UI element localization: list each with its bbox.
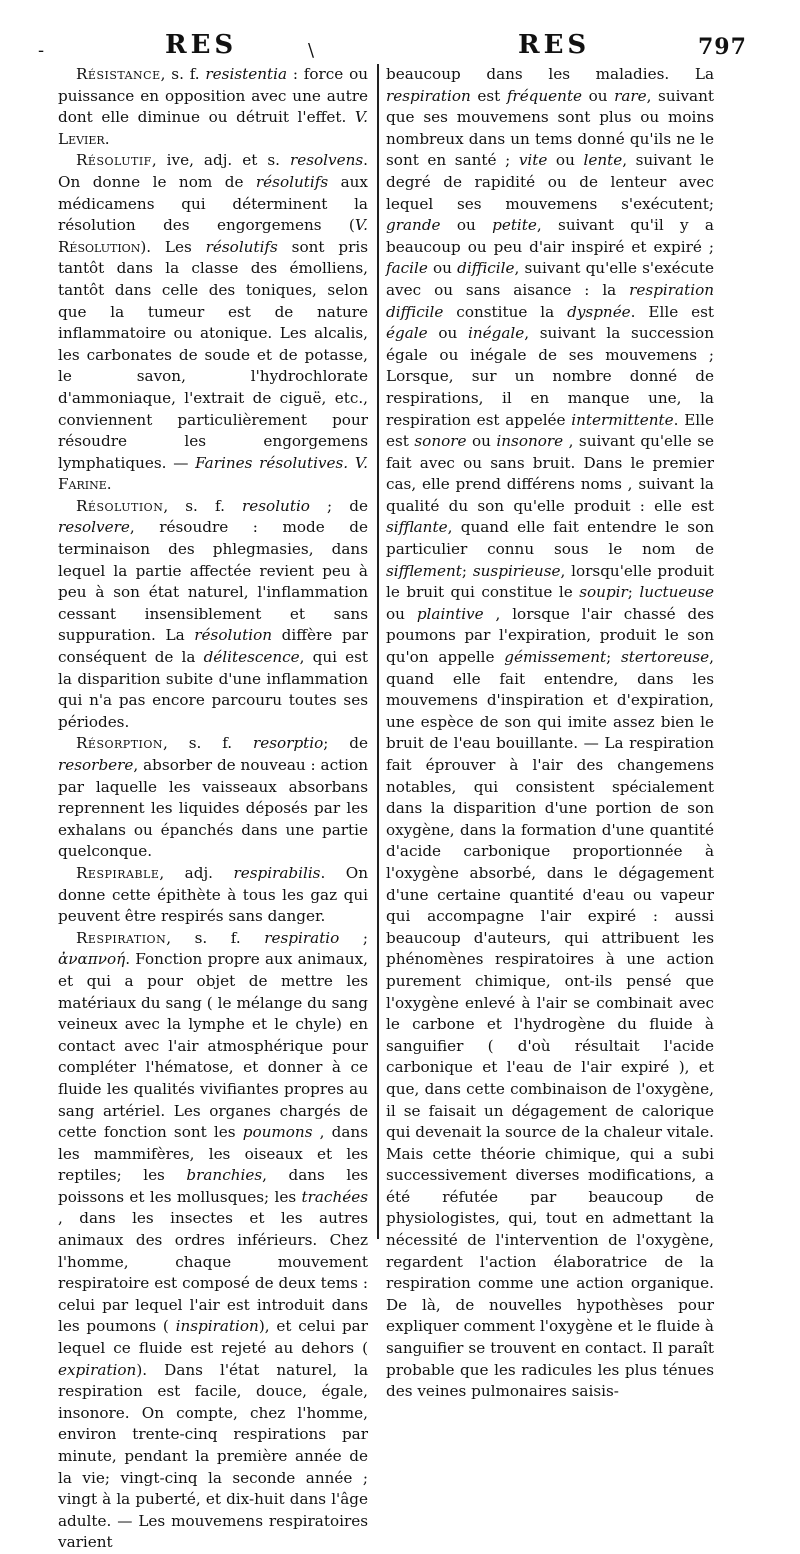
text-run: constitue la [443, 302, 568, 321]
text-run: , lorsque l'air chassé des poumons par l'expiration, produit le son qu'on appelle [386, 604, 714, 667]
italic-term: dyspnée [567, 302, 631, 321]
italic-term: respiration [386, 86, 471, 105]
italic-term: intermittente [571, 410, 674, 429]
text-run: ; [461, 561, 473, 580]
text-run: ou [466, 432, 497, 451]
text-run: ou [427, 259, 458, 278]
italic-term: plaintive [416, 604, 484, 623]
text-run: aux médicamens qui déterminent la résolution des engorgemens ( [58, 172, 369, 235]
text-run: , suivant le degré de rapidité ou de lenteur avec lequel ses mouvemens s'exécutent; [386, 151, 714, 213]
italic-term: lente [583, 151, 623, 170]
italic-term: rare [614, 86, 647, 105]
italic-term: resolutio [242, 496, 310, 515]
entry-headword: Résolutif [76, 151, 152, 170]
italic-term: trachées [301, 1187, 368, 1206]
text-run: beaucoup dans les maladies. La [386, 65, 714, 83]
running-head-right: RES [518, 30, 591, 60]
italic-term: sifflement [386, 561, 462, 580]
margin-mark-icon: - [38, 40, 45, 61]
text-run: ou [547, 151, 584, 170]
cross-reference: Levier [58, 129, 105, 148]
italic-term: resistentia [205, 65, 288, 83]
column-divider [377, 64, 379, 1239]
text-run: . Fonction propre aux animaux, et qui a pour objet de mettre les matériaux du sang ( le mélange du sang veineux avec la lymphe et le chyle) en contact avec l'air atmosphérique pour compléter l'hématose, et donner à ce fluide les qualités vivifiantes propres au sang artériel. Les organes chargés de cette fonction sont les [58, 950, 368, 1142]
text-run: , suivant que ses mouvemens sont plus ou moins nombreux dans un tems donné qu'ils ne le sont en santé ; [386, 86, 714, 170]
text-run: , s. f. [163, 734, 254, 753]
italic-term: inspiration [175, 1317, 259, 1336]
left-column [58, 64, 369, 1552]
text-run: , suivant qu'elle s'exécute avec ou sans aisance : la [386, 259, 714, 299]
italic-term: fréquente [506, 86, 583, 105]
text-run: , absorber de nouveau : action par laquelle les vaisseaux absorbans reprennent les liquides déposés par les exhalans ou épanchés dans une partie quelconque. [58, 756, 368, 861]
right-column [386, 64, 715, 1401]
text-run: , dans les mammifères, les oiseaux et les reptiles; les [58, 1123, 368, 1185]
italic-term: sonore [414, 432, 467, 451]
dictionary-entry [58, 733, 368, 863]
text-run: ou [386, 604, 417, 623]
italic-term: V. [354, 216, 368, 235]
text-run: , lorsqu'elle produit le bruit qui constitue le [386, 561, 715, 602]
italic-term: resolvens [289, 151, 364, 170]
italic-term: résolutifs [255, 172, 329, 191]
italic-term: résolution [194, 626, 273, 645]
dictionary-entry [58, 496, 368, 734]
italic-term: luctueuse [639, 583, 714, 602]
text-run: ; de [323, 734, 368, 753]
italic-term: V. [354, 108, 368, 127]
text-run: : force ou puissance en opposition avec une autre dont elle diminue ou détruit l'effet. [58, 65, 368, 127]
italic-term: poumons [242, 1123, 313, 1142]
italic-term: inégale [467, 324, 525, 343]
italic-term: expiration [58, 1360, 137, 1379]
italic-term: Farines résolutives. [195, 453, 349, 472]
text-run: , dans les insectes et les autres animaux des ordres inférieurs. Chez l'homme, chaque mouvement respiratoire est composé de deux tems : celui par lequel l'air est introduit dans les poumons ( [58, 1209, 368, 1336]
text-run: ), et celui par lequel ce fluide est rejeté au dehors ( [58, 1317, 368, 1358]
text-run: est [470, 86, 507, 105]
cross-reference: Farine [58, 475, 107, 494]
text-run: , suivant qu'il y a beaucoup ou peu d'air inspiré et expiré ; [386, 216, 714, 256]
text-run: , s. f. [160, 65, 206, 83]
text-run: , résoudre : mode de terminaison des phlegmasies, dans lequel la partie affectée revient peu à peu à son état naturel, l'inflammation cessant insensiblement et sans suppuration. La [58, 518, 368, 645]
text-run: , suivant la succession égale ou inégale de ses mouvemens ; Lorsque, sur un nombre donné de respirations, il en manque une, la respiration est appelée [386, 324, 714, 429]
text-run: ou [440, 216, 493, 235]
page-number: 797 [698, 34, 747, 60]
text-run: . On donne le nom de [58, 151, 368, 191]
entry-headword: Résorption [76, 734, 164, 753]
text-run: sont pris tantôt dans la classe des émolliens, tantôt dans celle des toniques, selon que la tumeur est de nature inflammatoire ou atonique. Les alcalis, les carbonates de soude et de potasse, le savon, l'hydrochlorate d'ammoniaque, l'extrait de ciguë, etc., conviennent particulièrement pour résoudre les engorgemens lymphatiques. — [58, 237, 368, 472]
italic-term: délitescence [203, 648, 300, 667]
text-run: , s. f. [163, 496, 243, 515]
text-run: ). Dans l'état naturel, la respiration est facile, douce, égale, insonore. On compte, chez l'homme, environ trente-cinq respirations par minute, pendant la première année de la vie; vingt-cinq la seconde année ; vingt à la puberté, et dix-huit dans l'âge adulte. — Les mouvemens respiratoires varient [58, 1360, 368, 1552]
entry-headword: Respiration [76, 928, 167, 947]
text-run: , quand elle fait entendre, dans les mouvemens d'inspiration et d'expiration, une espèce de son qui imite assez bien le bruit de l'eau bouillante. — La respiration fait éprouver à l'air des changemens notables, qui consistent spécialement dans la disparition d'une portion de son oxygène, dans la formation d'une quantité d'acide carbonique proportionnée à l'oxygène absorbé, dans le dégagement d'une certaine quantité d'eau ou vapeur qui accompagne l'air expiré : aussi beaucoup d'auteurs, qui attribuent les phénomènes respiratoires à une action purement chimique, ont-ils pensé que l'oxygène enlevé à l'air se combinait avec le carbone et l'hydrogène du fluide à sanguifier ( d'où résultait l'acide carbonique et l'eau de l'air expiré ), et que, dans cette combinaison de l'oxygène, il se faisait un dégagement de calorique qui devenait la source de la chaleur vitale. Mais cette théorie chimique, qui a subi successivement diverses modifications, a été réfutée par beaucoup de physiologistes, qui, tout en admettant la nécessité de l'intervention de l'oxygène, regardent l'action élaboratrice de la respiration comme une action organique. De là, de nouvelles hypothèses pour expliquer comment l'oxygène et le fluide à sanguifier se trouvent en contact. Il paraît probable que les radicules les plus ténues des veines pulmonaires saisis- [386, 648, 714, 1401]
dictionary-entry [58, 928, 368, 1554]
dictionary-entry [58, 64, 368, 150]
margin-mark-icon: \ [308, 40, 315, 61]
dictionary-entry [58, 863, 368, 928]
text-run: , dans les poissons et les mollusques; les [58, 1166, 368, 1206]
cross-reference: Résolution [58, 237, 141, 256]
italic-term: branchies [186, 1166, 263, 1185]
running-head-left: RES [165, 30, 238, 60]
italic-term: respiratio [264, 928, 340, 947]
text-run: , s. f. [166, 928, 265, 947]
italic-term: sifflante [386, 518, 448, 537]
italic-term: ἀναπνοή [58, 950, 126, 969]
italic-term: insonore [496, 432, 564, 451]
italic-term: respiration difficile [386, 280, 714, 321]
text-run: ; [627, 583, 640, 602]
text-run: ou [582, 86, 615, 105]
italic-term: facile [386, 259, 428, 278]
italic-term: vite [518, 151, 548, 170]
italic-term: suspirieuse [472, 561, 561, 580]
italic-term: respirabilis [233, 863, 321, 882]
italic-term: resolvere [58, 518, 130, 537]
text-run: ; [339, 928, 368, 947]
text-run: ou [427, 324, 468, 343]
text-run [348, 454, 355, 472]
italic-term: petite [492, 216, 537, 235]
entry-headword: Résolution [76, 496, 164, 515]
text-run: . [106, 475, 112, 494]
dictionary-entry [58, 150, 368, 496]
entry-continuation [386, 64, 714, 1403]
text-run: . Elle est [630, 302, 714, 321]
italic-term: resorptio [253, 734, 324, 753]
text-run: , ive, adj. et s. [151, 151, 290, 170]
text-run: . [104, 129, 110, 148]
text-run: . On donne cette épithète à tous les gaz qui peuvent être respirés sans danger. [58, 863, 368, 926]
text-run: , qui est la disparition subite d'une inflammation qui n'a pas encore parcouru toutes ses périodes. [58, 648, 368, 731]
text-run: diffère par conséquent de la [58, 626, 368, 667]
italic-term: résolutifs [205, 237, 278, 256]
text-run: ). Les [140, 237, 206, 256]
text-run: , adj. [159, 863, 234, 882]
text-run: , quand elle fait entendre le son particulier connu sous le nom de [386, 518, 714, 559]
text-run: ; [606, 648, 621, 667]
italic-term: grande [386, 216, 441, 235]
italic-term: resorbere [58, 756, 134, 774]
italic-term: stertoreuse [620, 648, 710, 667]
italic-term: égale [386, 324, 428, 343]
italic-term: soupir [579, 583, 628, 602]
text-run: . Elle est [386, 410, 714, 451]
text-run: ; de [309, 496, 368, 515]
entry-headword: Respirable [76, 863, 160, 882]
entry-headword: Résistance [76, 65, 161, 83]
italic-term: difficile [457, 259, 515, 278]
text-run: , suivant qu'elle se fait avec ou sans bruit. Dans le premier cas, elle prend différens noms , suivant la qualité du son qu'elle produit : elle est [386, 432, 714, 515]
italic-term: gémissement [504, 648, 607, 667]
italic-term: V. [354, 453, 369, 472]
